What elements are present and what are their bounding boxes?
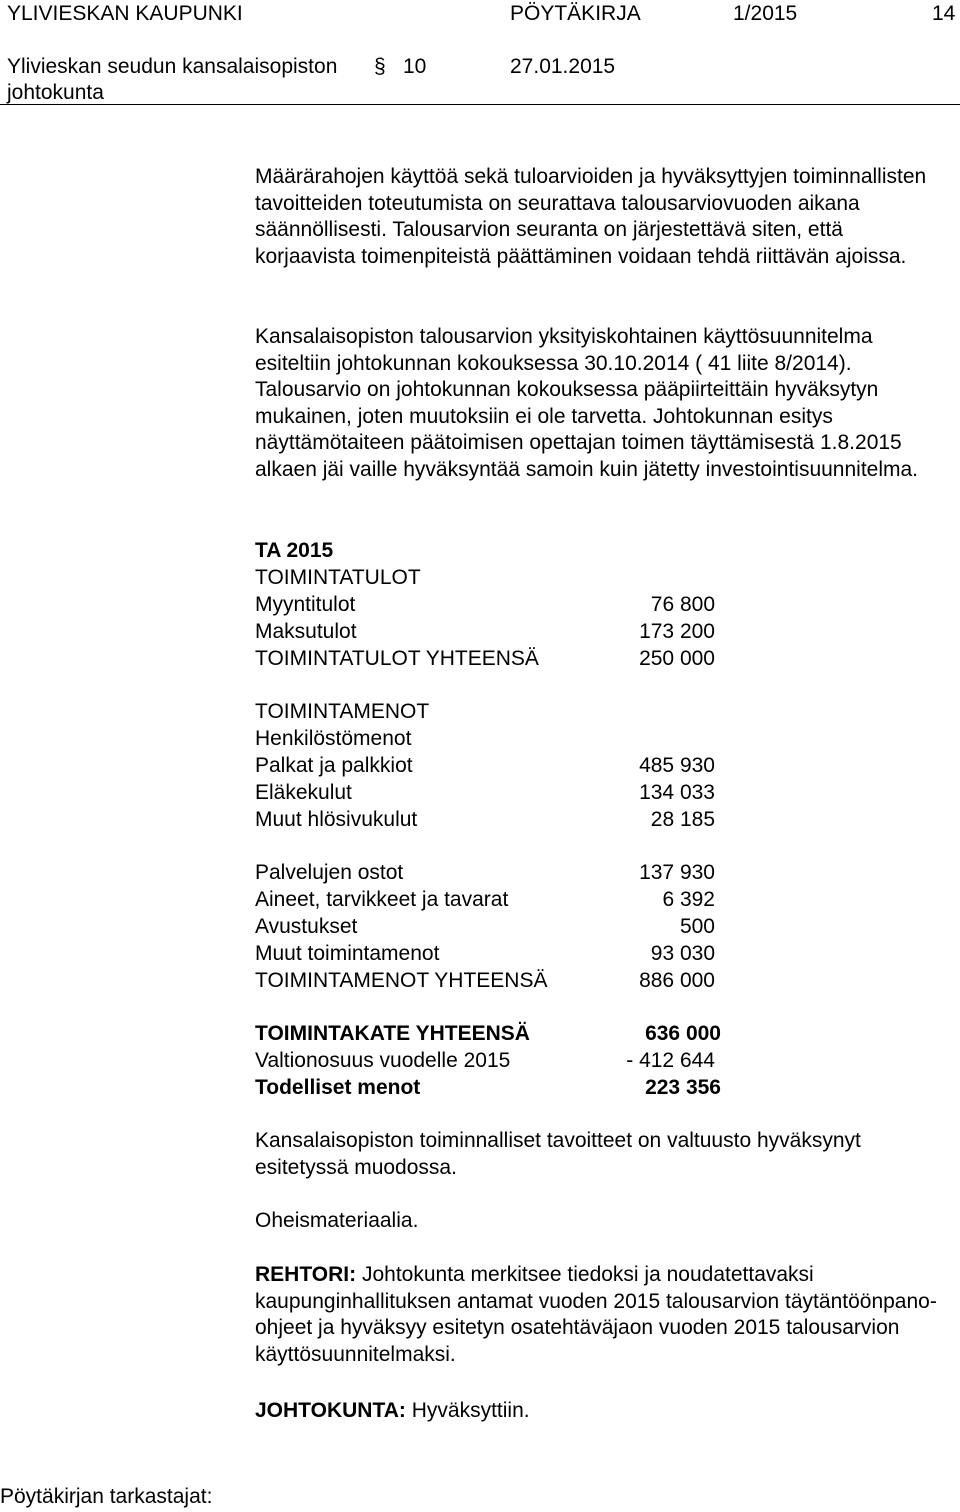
budget-row: [255, 1048, 725, 1075]
budget-row: [255, 592, 725, 619]
budget-row-value: 6 392: [662, 888, 715, 911]
budget-row: [255, 887, 725, 914]
doc-type: PÖYTÄKIRJA: [510, 2, 641, 25]
budget-row-label: TOIMINTAMENOT YHTEENSÄ: [255, 969, 548, 992]
personnel-heading: Henkilöstömenot: [255, 727, 412, 750]
budget-row-value: 76 800: [650, 593, 715, 616]
budget-row-label: Valtionosuus vuodelle 2015: [255, 1049, 511, 1072]
budget-row-value: 134 033: [639, 781, 715, 804]
budget-row: [255, 860, 725, 887]
expense-heading: TOIMINTAMENOT: [255, 700, 430, 723]
budget-row-label: Muut toimintamenot: [255, 942, 440, 965]
budget-row-label: Avustukset: [255, 915, 358, 938]
budget-row: [255, 968, 725, 995]
budget-row: [255, 780, 725, 807]
budget-row-label: Muut hlösivukulut: [255, 808, 418, 831]
budget-row-label: TOIMINTAKATE YHTEENSÄ: [255, 1022, 530, 1045]
budget-row-label: Eläkekulut: [255, 781, 352, 804]
paragraph-decision: [255, 1398, 945, 1425]
budget-row: [255, 753, 725, 780]
header-rule: [0, 104, 960, 105]
budget-row-label: Palvelujen ostot: [255, 861, 404, 884]
section-symbol: §: [374, 55, 386, 78]
budget-row: [255, 646, 725, 673]
page-number: 14: [932, 2, 956, 25]
budget-row: [255, 1075, 725, 1102]
meeting-body: Ylivieskan seudun kansalaisopiston: [7, 55, 338, 78]
budget-row-label: Palkat ja palkkiot: [255, 754, 413, 777]
income-heading: TOIMINTATULOT: [255, 566, 421, 589]
paragraph-attachments: Oheismateriaalia.: [255, 1209, 419, 1232]
budget-row: [255, 619, 725, 646]
budget-row-value: 500: [679, 915, 715, 938]
budget-row-label: Maksutulot: [255, 620, 357, 643]
meeting-body-line2: johtokunta: [7, 81, 104, 104]
budget-row-value: 223 356: [645, 1076, 721, 1099]
budget-row: [255, 1021, 725, 1048]
paragraph-budget-plan: Kansalaisopiston talousarvion yksityiskohtainen käyttösuunnitelma esiteltiin johtokunnan kokouksessa 30.10.2014 ( 41 liite 8/2014). Talousarvio on johtokunnan kokouksessa pääpiirteittäin hyväksytyn mukainen, joten muutoksiin ei ole tarvetta. Johtokunnan esitys näyttämötaiteen päätoimisen opettajan toimen täyttämisestä 1.8.2015 alkaen jäi vaille hyväksyntää samoin kuin jätetty investointisuunnitelma.: [255, 325, 919, 481]
budget-row-value: 28 185: [650, 808, 715, 831]
budget-row-value: 886 000: [639, 969, 715, 992]
budget-row-value: 636 000: [645, 1022, 721, 1045]
budget-row: [255, 941, 725, 968]
paragraph-proposal: [255, 1262, 945, 1368]
budget-row-label: Aineet, tarvikkeet ja tavarat: [255, 888, 509, 911]
reviewers-label: Pöytäkirjan tarkastajat:: [0, 1485, 213, 1508]
org-name: YLIVIESKAN KAUPUNKI: [7, 2, 243, 25]
budget-row: [255, 807, 725, 834]
decision-text: Hyväksyttiin.: [405, 1399, 530, 1422]
budget-row-value: 137 930: [639, 861, 715, 884]
budget-row-label: TOIMINTATULOT YHTEENSÄ: [255, 647, 539, 670]
section-number: 10: [403, 55, 427, 78]
budget-row-value: 93 030: [650, 942, 715, 965]
budget-row-label: Myyntitulot: [255, 593, 356, 616]
budget-row-value: 485 930: [639, 754, 715, 777]
budget-row: [255, 914, 725, 941]
paragraph-goals: Kansalaisopiston toiminnalliset tavoitteet on valtuusto hyväksynyt esitetyssä muodossa.: [255, 1129, 861, 1179]
budget-row-value: 173 200: [639, 620, 715, 643]
doc-number: 1/2015: [733, 2, 798, 25]
proposal-text: Johtokunta merkitsee tiedoksi ja noudatettavaksi kaupunginhallituksen antamat vuoden 2015 talousarvion täytäntöönpano-ohjeet ja hyväksyy esitetyn osatehtäväjaon vuoden 2015 talousarvion käyttösuunnitelmaksi.: [255, 1263, 937, 1366]
budget-row-value: - 412 644: [626, 1049, 715, 1072]
paragraph-monitoring: Määrärahojen käyttöä sekä tuloarvioiden ja hyväksyttyjen toiminnallisten tavoitteiden toteutumista on seurattava talousarviovuoden aikana säännöllisesti. Talousarvion seuranta on järjestettävä siten, että korjaavista toimenpiteistä päättäminen voidaan tehdä riittävän ajoissa.: [255, 165, 927, 268]
decision-label: JOHTOKUNTA:: [255, 1399, 406, 1422]
budget-row-label: Todelliset menot: [255, 1076, 421, 1099]
budget-row-value: 250 000: [639, 647, 715, 670]
budget-title: TA 2015: [255, 539, 334, 562]
proposal-label: REHTORI:: [255, 1263, 357, 1286]
meeting-date: 27.01.2015: [510, 55, 616, 78]
